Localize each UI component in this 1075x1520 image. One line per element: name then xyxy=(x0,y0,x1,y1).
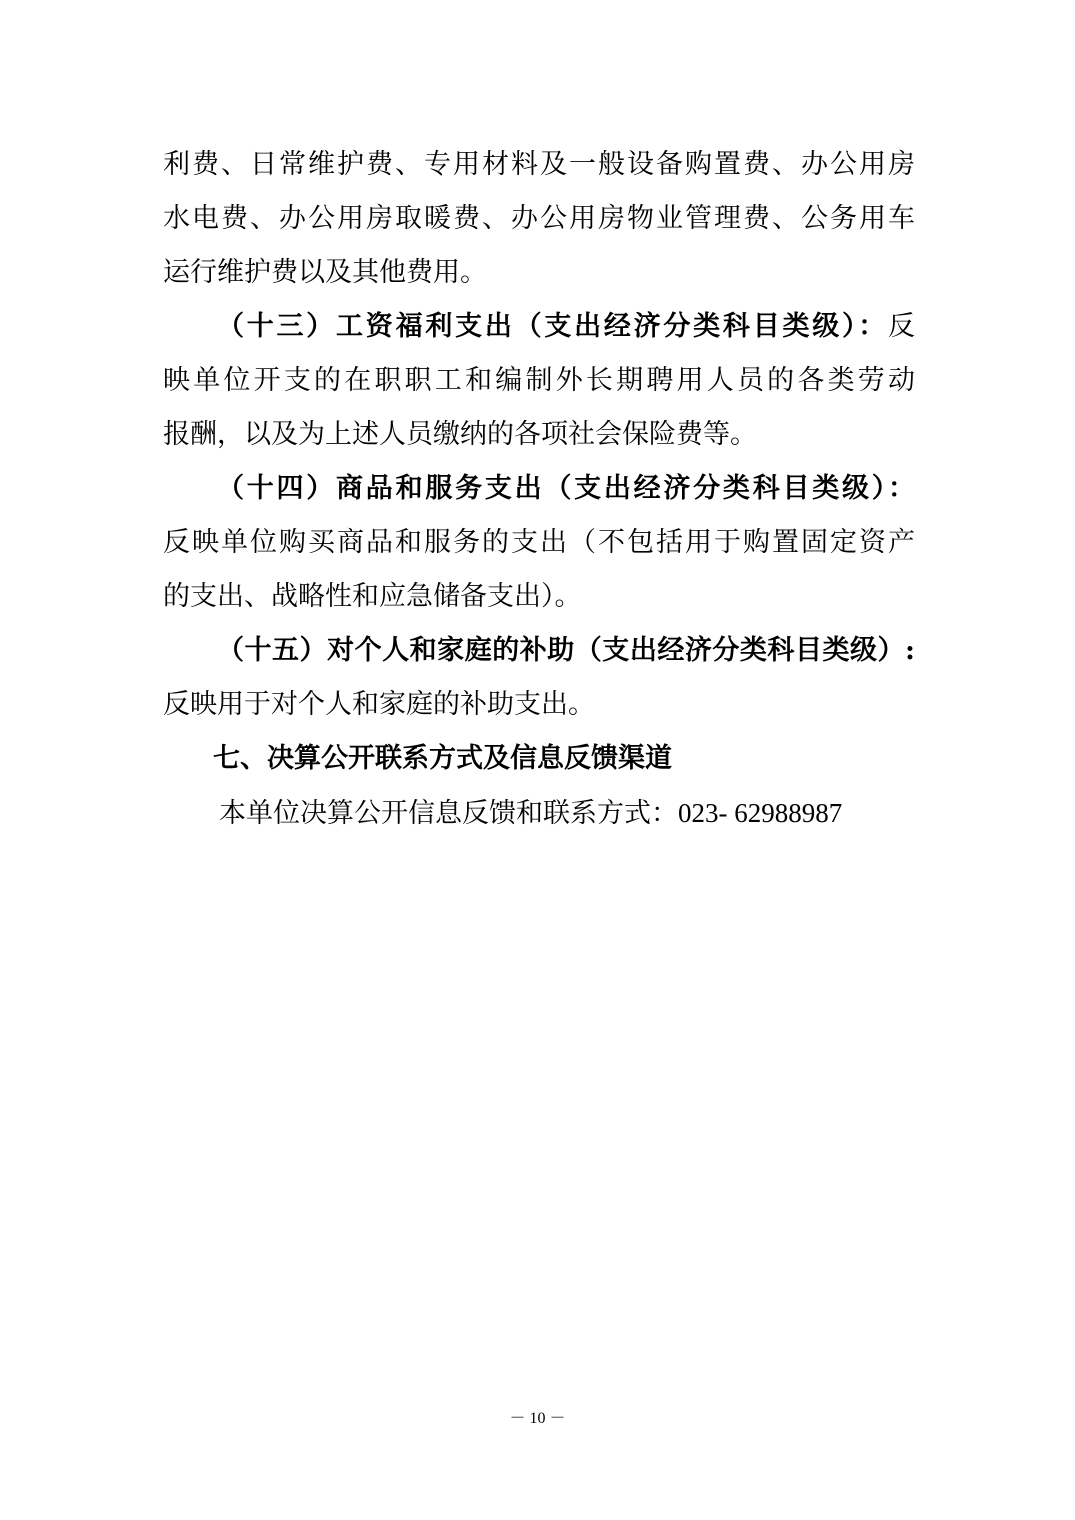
item-15-title: （十五）对个人和家庭的补助（支出经济分类科目类级）: xyxy=(217,635,915,666)
text-line: 报酬，以及为上述人员缴纳的各项社会保险费等。 xyxy=(163,419,757,450)
document-body xyxy=(163,138,915,840)
text-line: 反映用于对个人和家庭的补助支出。 xyxy=(163,689,595,720)
text-line: 运行维护费以及其他费用。 xyxy=(163,257,487,288)
item-13-first-line-rest: 反 xyxy=(888,311,915,342)
item-14-title: （十四）商品和服务支出（支出经济分类科目类级）： xyxy=(217,473,915,504)
item-13-title: （十三）工资福利支出（支出经济分类科目类级）： xyxy=(217,311,888,342)
text-line: 利费、日常维护费、专用材料及一般设备购置费、办公用房 xyxy=(163,149,915,180)
text-line: 的支出、战略性和应急储备支出）。 xyxy=(163,581,582,612)
contact-line xyxy=(163,786,915,840)
text-line: 反映单位购买商品和服务的支出（不包括用于购置固定资产 xyxy=(163,527,915,558)
text-line: 水电费、办公用房取暖费、办公用房物业管理费、公务用车 xyxy=(163,203,915,234)
item-13-first-line xyxy=(163,300,915,354)
contact-label: 本单位决算公开信息反馈和联系方式： xyxy=(219,798,678,829)
section-7-heading: 七、决算公开联系方式及信息反馈渠道 xyxy=(213,743,672,774)
contact-phone: 023- 62988987 xyxy=(678,798,843,828)
text-line: 映单位开支的在职职工和编制外长期聘用人员的各类劳动 xyxy=(163,365,915,396)
page-number: － 10 － xyxy=(509,1410,566,1427)
